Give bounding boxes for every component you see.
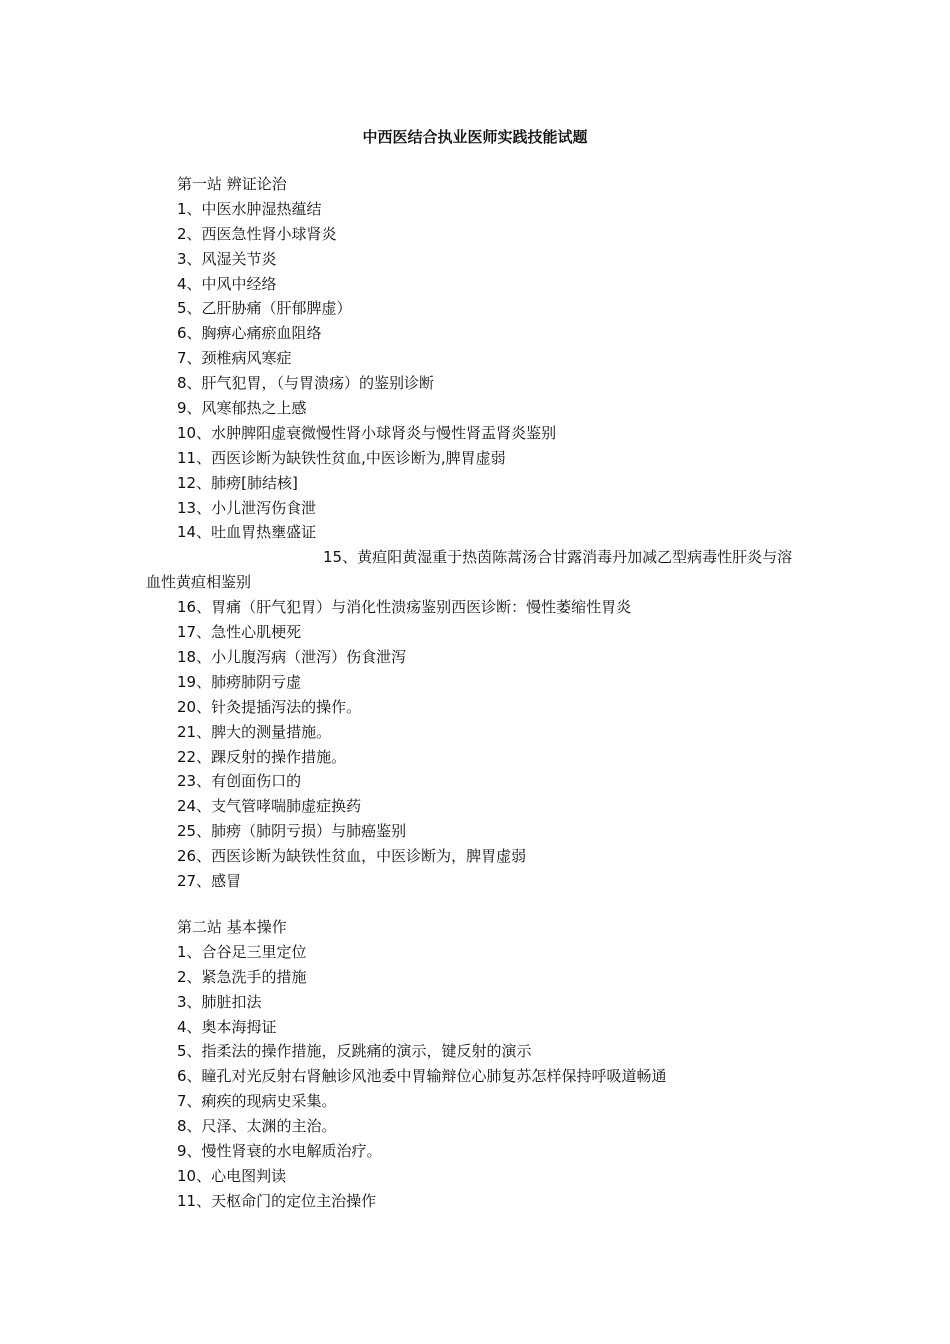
section-station-1 bbox=[0, 172, 950, 894]
list-item: 17、急性心肌梗死 bbox=[177, 623, 302, 642]
list-item: 12、肺痨[肺结核] bbox=[177, 473, 298, 492]
list-item: 4、中风中经络 bbox=[177, 274, 277, 293]
list-item: 6、胸痹心痛瘀血阻络 bbox=[177, 324, 322, 343]
list-item: 2、西医急性肾小球肾炎 bbox=[177, 224, 337, 243]
section-heading: 第一站 辨证论治 bbox=[177, 175, 287, 193]
list-item: 11、西医诊断为缺铁性贫血,中医诊断为,脾胃虚弱 bbox=[177, 448, 506, 467]
list-item: 10、水肿脾阳虚衰微慢性肾小球肾炎与慢性肾盂肾炎鉴别 bbox=[177, 423, 557, 442]
list-item: 13、小儿泄泻伤食泄 bbox=[177, 498, 317, 517]
list-item: 2、紧急洗手的措施 bbox=[177, 967, 307, 986]
list-item: 21、脾大的测量措施。 bbox=[177, 722, 332, 741]
list-item: 3、肺脏扣法 bbox=[177, 992, 262, 1011]
list-item: 7、痢疾的现病史采集。 bbox=[177, 1092, 337, 1111]
list-item: 27、感冒 bbox=[177, 871, 242, 890]
list-item: 6、瞳孔对光反射右肾触诊风池委中胃输辩位心肺复苏怎样保持呼吸道畅通 bbox=[177, 1067, 667, 1086]
list-item: 20、针灸提插泻法的操作。 bbox=[177, 697, 362, 716]
list-item: 3、风湿关节炎 bbox=[177, 249, 277, 268]
list-item: 1、中医水肿湿热蕴结 bbox=[177, 199, 322, 218]
list-item: 18、小儿腹泻病（泄泻）伤食泄泻 bbox=[177, 647, 407, 666]
list-item: 19、肺痨肺阴亏虚 bbox=[177, 672, 302, 691]
list-item: 23、有创面伤口的 bbox=[177, 772, 302, 791]
list-item: 16、胃痛（肝气犯胃）与消化性溃疡鉴别西医诊断：慢性萎缩性胃炎 bbox=[177, 598, 632, 617]
section-station-2 bbox=[0, 915, 950, 1214]
list-item: 8、尺泽、太渊的主治。 bbox=[177, 1117, 337, 1136]
list-item: 10、心电图判读 bbox=[177, 1166, 287, 1185]
list-item: 4、奥本海拇证 bbox=[177, 1017, 277, 1036]
list-item: 14、吐血胃热壅盛证 bbox=[177, 523, 317, 542]
list-item: 24、支气管哮喘肺虚症换药 bbox=[177, 797, 362, 816]
list-item: 1、合谷足三里定位 bbox=[177, 942, 307, 961]
document-title: 中西医结合执业医师实践技能试题 bbox=[362, 128, 588, 146]
list-item: 22、踝反射的操作措施。 bbox=[177, 747, 347, 766]
list-item: 8、肝气犯胃，（与胃溃疡）的鉴别诊断 bbox=[177, 374, 435, 393]
section-heading: 第二站 基本操作 bbox=[177, 918, 287, 936]
list-item: 9、慢性肾衰的水电解质治疗。 bbox=[177, 1142, 382, 1161]
list-item: 7、颈椎病风寒症 bbox=[177, 349, 292, 368]
list-item: 5、指柔法的操作措施，反跳痛的演示，键反射的演示 bbox=[177, 1042, 532, 1061]
list-item: 5、乙肝胁痛（肝郁脾虚） bbox=[177, 299, 352, 318]
list-item: 25、肺痨（肺阴亏损）与肺癌鉴别 bbox=[177, 822, 407, 841]
list-item: 15、黄疸阳黄湿重于热茵陈蒿汤合甘露消毒丹加减乙型病毒性肝炎与溶血性黄疸相鉴别 bbox=[146, 548, 793, 592]
list-item: 26、西医诊断为缺铁性贫血，中医诊断为，脾胃虚弱 bbox=[177, 847, 527, 866]
list-item: 9、风寒郁热之上感 bbox=[177, 399, 307, 418]
list-item: 11、天枢命门的定位主治操作 bbox=[177, 1191, 377, 1210]
